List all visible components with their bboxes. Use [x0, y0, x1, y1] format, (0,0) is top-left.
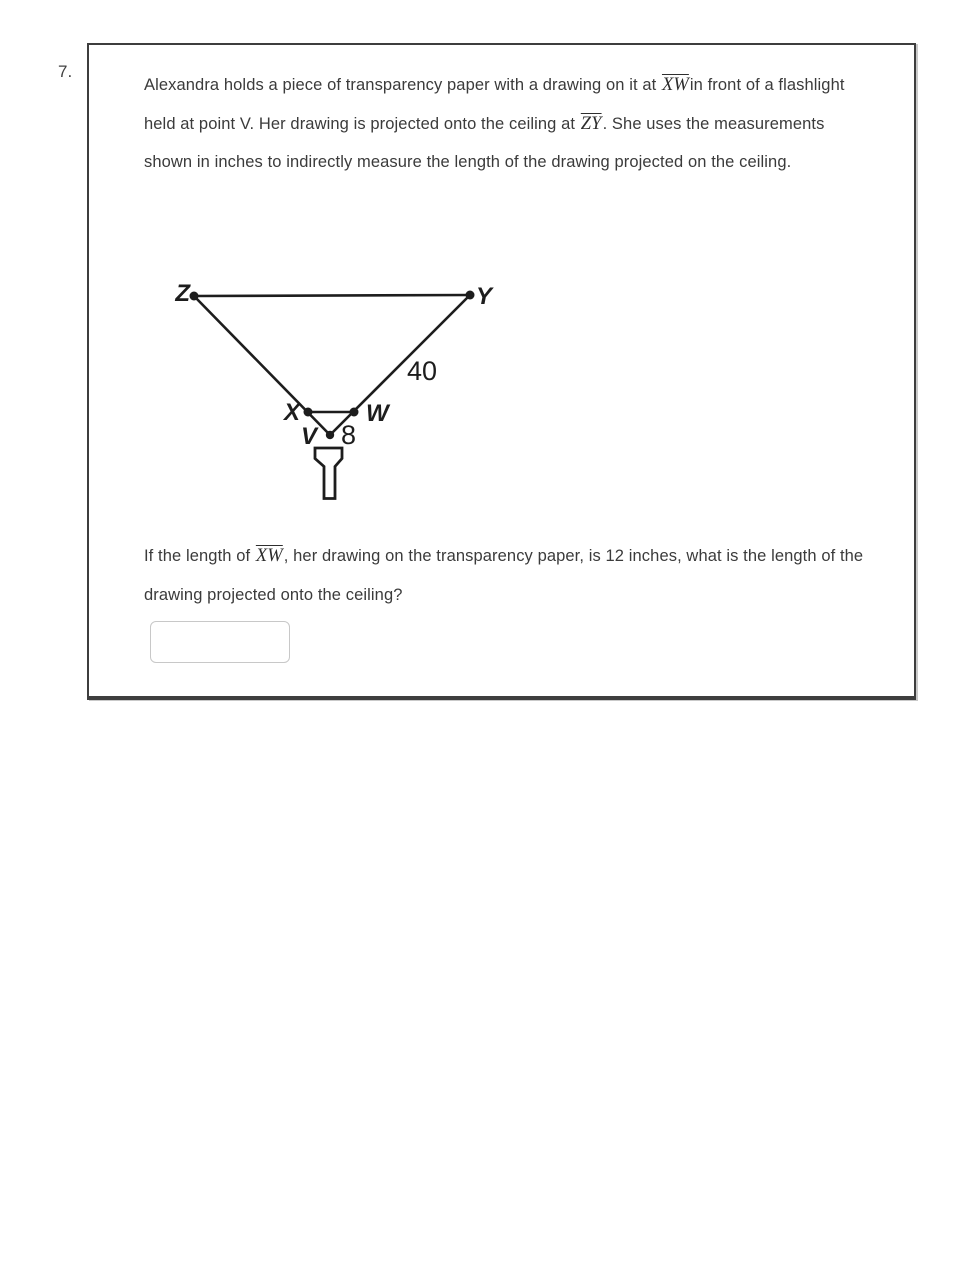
prompt-paragraph [144, 537, 876, 614]
point-y-dot [466, 291, 475, 300]
geometry-diagram [157, 270, 527, 510]
point-x-label: X [283, 399, 300, 426]
problem-paragraph [144, 66, 876, 182]
problem-text-part1: Alexandra holds a piece of transparency paper with a drawing on it at [144, 76, 661, 94]
problem-text-part2: in front of a flashlight held at point V. Her drawing is projected onto the ceiling at [144, 76, 845, 133]
point-v-label: V [300, 423, 317, 450]
segment-zy [194, 295, 470, 296]
point-z-label: Z [175, 280, 190, 307]
question-number: 7. [58, 62, 73, 81]
measurement-40-label: 40 [406, 356, 438, 386]
prompt-text-part2: , her drawing on the transparency paper, is 12 inches, what is the length of the drawing projected onto the ceiling? [144, 547, 864, 604]
problem-text-part3: . She uses the measurements shown in inches to indirectly measure the length of the drawing projected on the ceiling. [144, 114, 825, 171]
prompt-text-part1: If the length of [144, 547, 255, 565]
point-w-dot [350, 408, 359, 417]
point-y-label: Y [476, 283, 493, 310]
math-overline-zy: $\overline{ZY}$ [580, 113, 602, 134]
point-w-label: W [366, 400, 389, 427]
answer-input[interactable] [150, 621, 290, 663]
math-overline-xw: $\overline{XW}$ [661, 75, 689, 95]
question-card [87, 43, 916, 700]
point-z-dot [190, 292, 199, 301]
measurement-8-label: 8 [341, 420, 357, 450]
point-v-dot [326, 431, 334, 439]
point-x-dot [304, 408, 313, 417]
math-overline-xw-prompt: $\overline{XW}$ [255, 546, 283, 566]
geometry-diagram-svg [157, 270, 527, 510]
flashlight-icon [315, 448, 342, 499]
